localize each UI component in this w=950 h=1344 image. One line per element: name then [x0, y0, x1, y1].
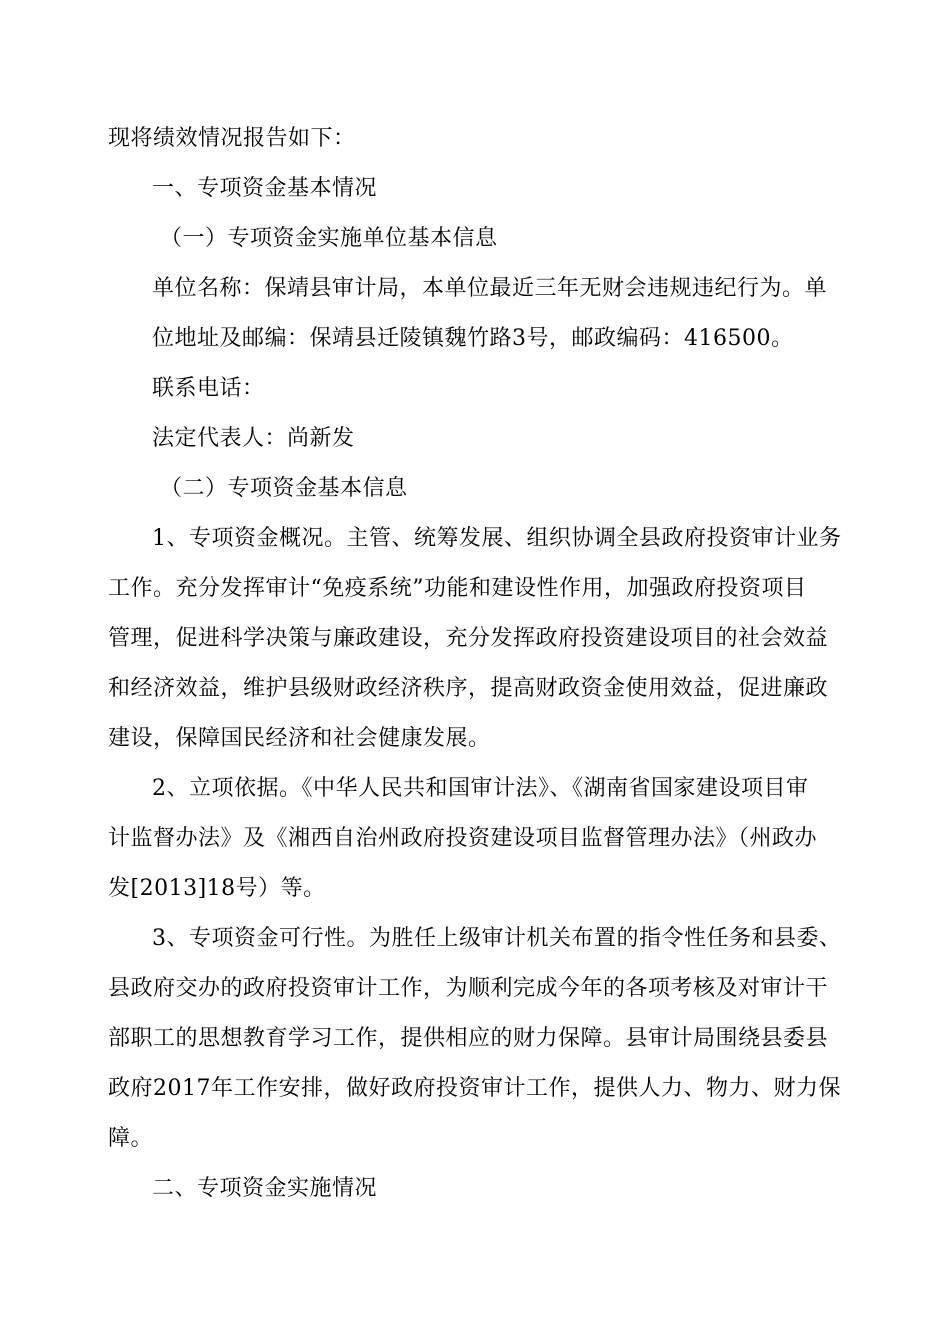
section-heading-1: 一、专项资金基本情况: [152, 176, 378, 201]
paragraph-1-line: 工作。充分发挥审计“免疫系统”功能和建设性作用，加强政府投资项目: [108, 576, 807, 601]
paragraph-3-line: 3、专项资金可行性。为胜任上级审计机关布置的指令性任务和县委、: [152, 926, 842, 951]
paragraph-3-line: 政府2017年工作安排，做好政府投资审计工作，提供人力、物力、财力保: [108, 1076, 841, 1101]
legal-representative-line: 法定代表人：尚新发: [152, 426, 355, 451]
paragraph-1-line: 建设，保障国民经济和社会健康发展。: [108, 726, 491, 751]
paragraph-2-line: 发[2013]18号）等。: [108, 876, 326, 901]
unit-name-line: 单位名称：保靖县审计局，本单位最近三年无财会违规违纪行为。单: [152, 276, 828, 301]
intro-line: 现将绩效情况报告如下：: [108, 126, 356, 151]
paragraph-3-line: 县政府交办的政府投资审计工作，为顺利完成今年的各项考核及对审计干: [108, 976, 829, 1001]
paragraph-1-line: 和经济效益，维护县级财政经济秩序，提高财政资金使用效益，促进廉政: [108, 676, 829, 701]
paragraph-1-line: 1、专项资金概况。主管、统筹发展、组织协调全县政府投资审计业务: [152, 526, 842, 551]
subsection-heading-2: （二）专项资金基本信息: [160, 476, 408, 501]
unit-address-line: 位地址及邮编：保靖县迁陵镇魏竹路3号，邮政编码：416500。: [152, 326, 794, 351]
paragraph-1-line: 管理，促进科学决策与廉政建设，充分发挥政府投资建设项目的社会效益: [108, 626, 829, 651]
paragraph-2-line: 2、立项依据。《中华人民共和国审计法》、《湖南省国家建设项目审: [152, 776, 809, 801]
paragraph-3-line: 障。: [108, 1126, 154, 1151]
paragraph-3-line: 部职工的思想教育学习工作，提供相应的财力保障。县审计局围绕县委县: [108, 1026, 829, 1051]
section-heading-2: 二、专项资金实施情况: [152, 1176, 378, 1201]
contact-phone-line: 联系电话：: [152, 376, 265, 401]
paragraph-2-line: 计监督办法》及《湘西自治州政府投资建设项目监督管理办法》（州政办: [108, 826, 818, 851]
subsection-heading-1: （一）专项资金实施单位基本信息: [160, 226, 498, 251]
